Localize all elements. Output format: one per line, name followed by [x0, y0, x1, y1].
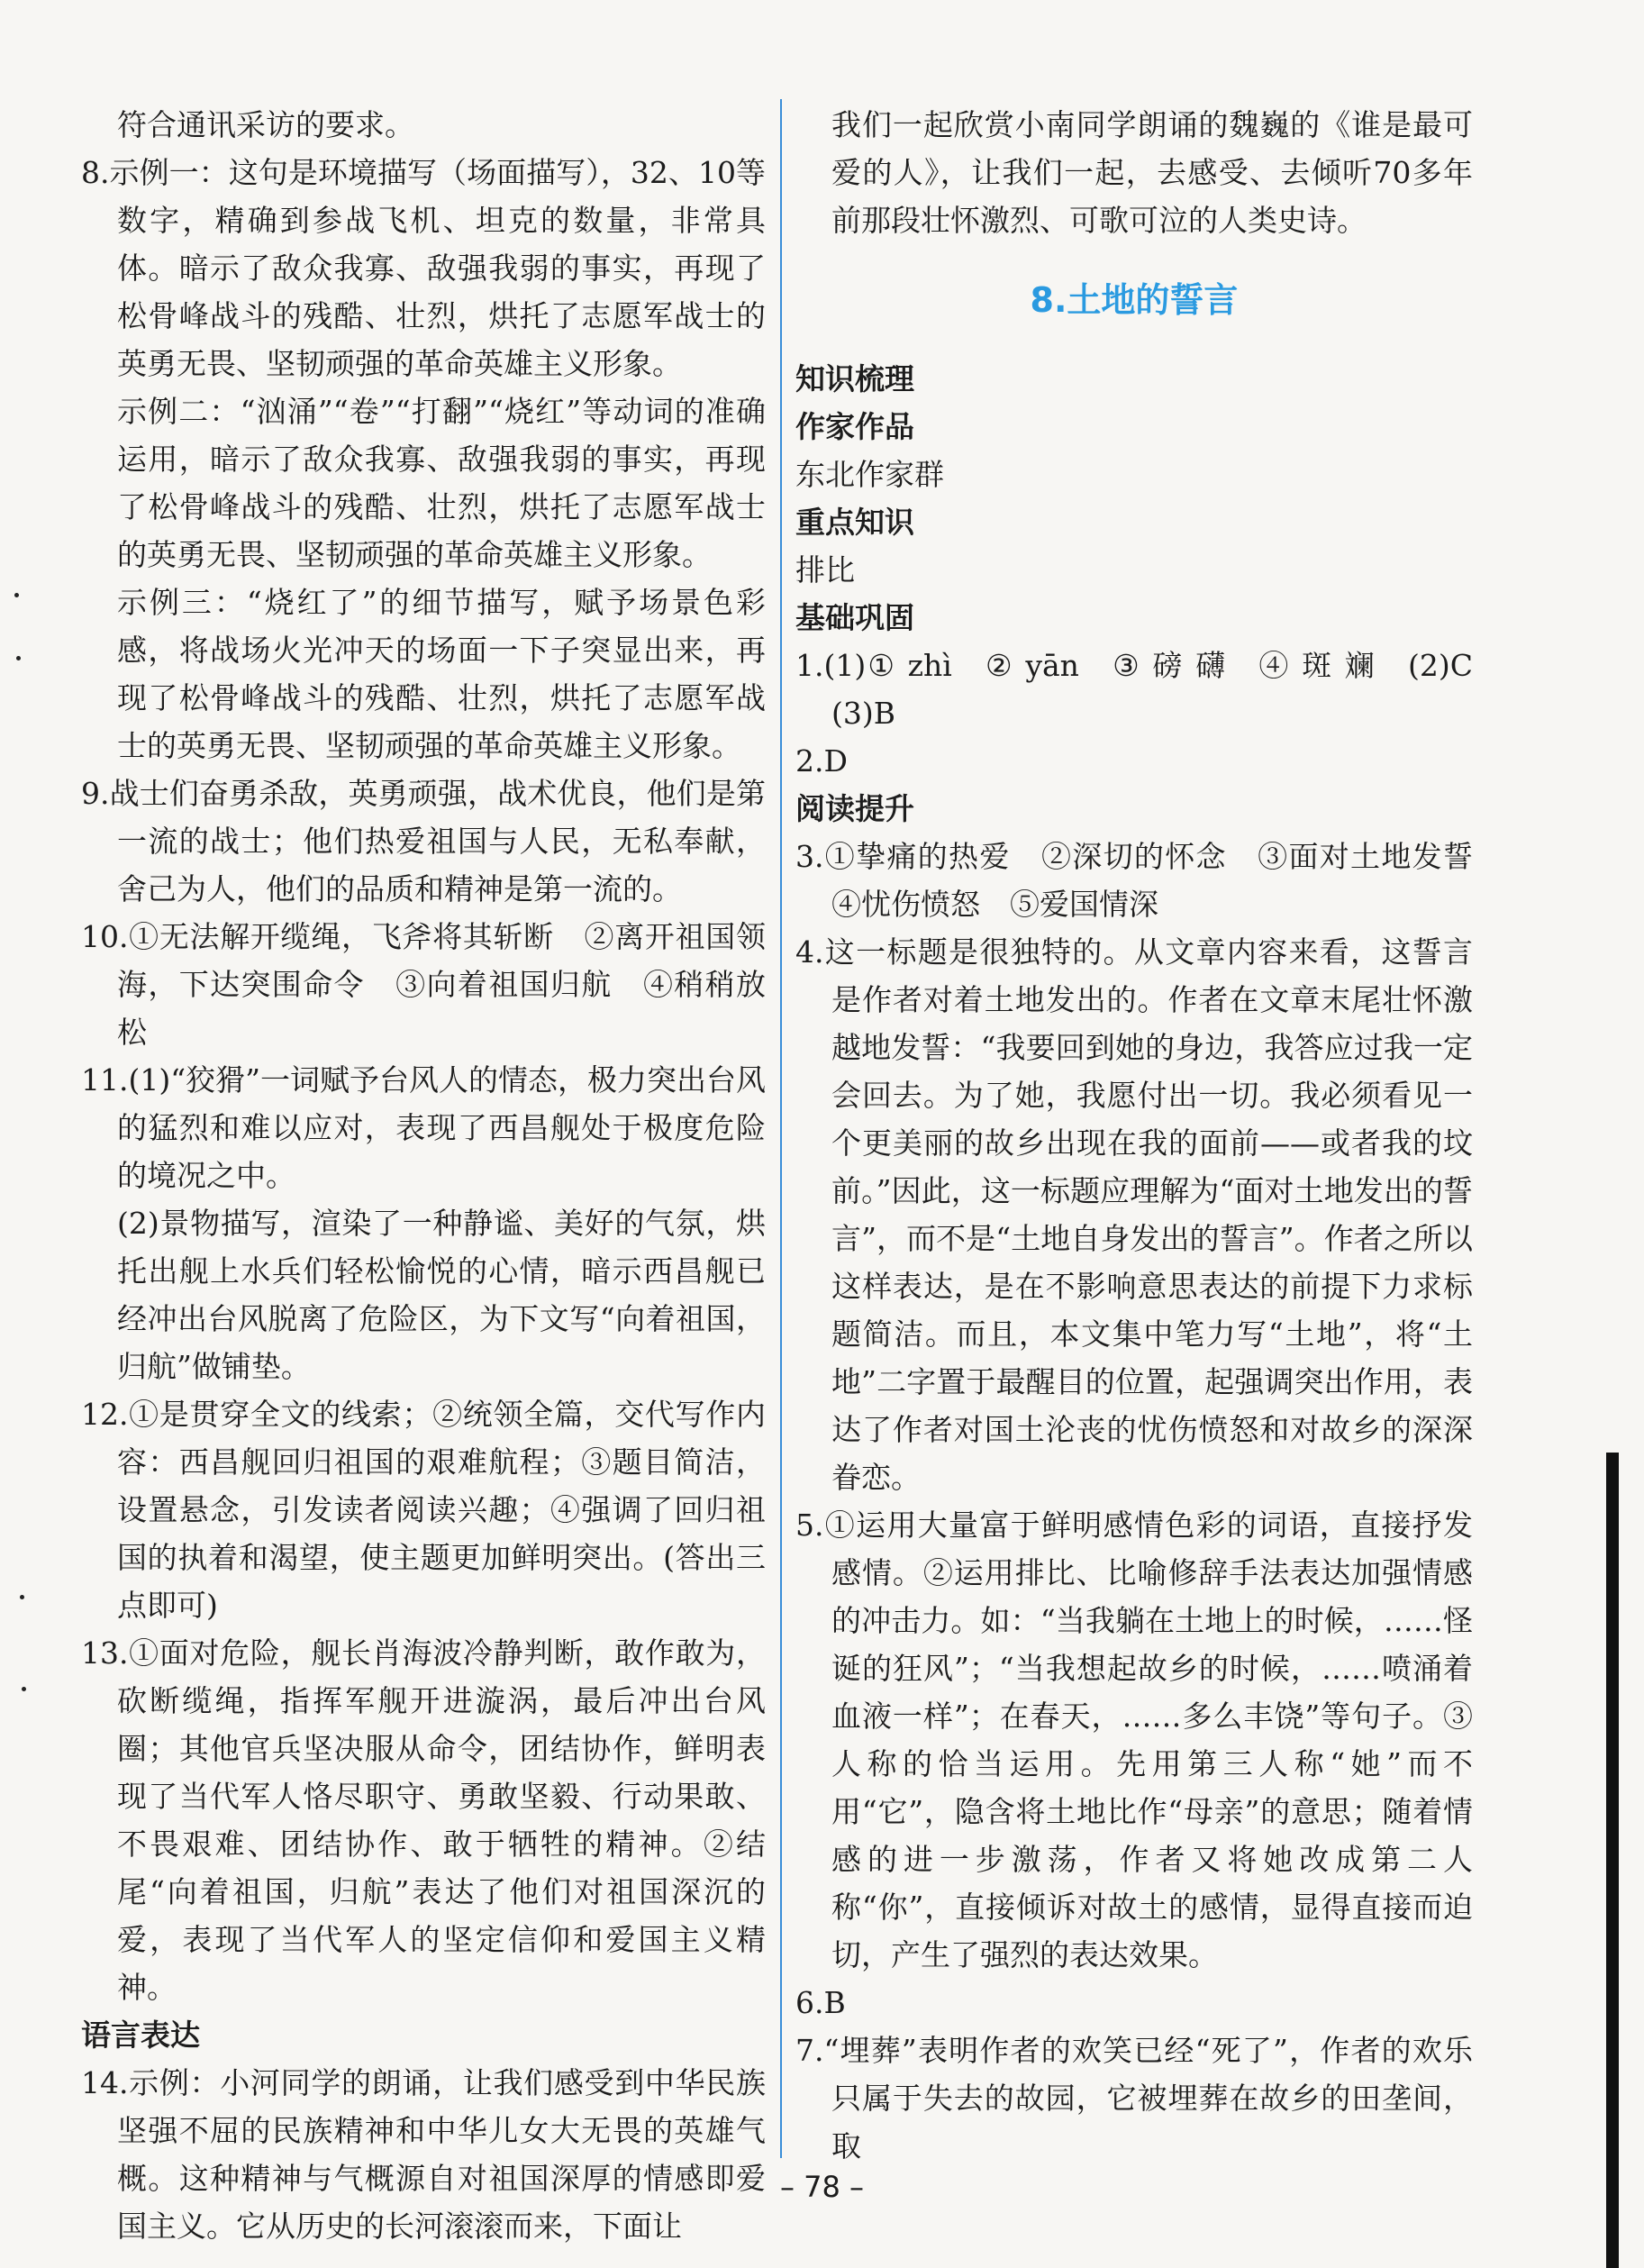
answer-example: 示例三：“烧红了”的细节描写，赋予场景色彩感，将战场火光冲天的场面一下子突显出来，再现了松骨峰战斗的残酷、壮烈，烘托了志愿军战士的英勇无畏、坚韧顽强的革命英雄主义形象。	[117, 585, 766, 763]
answer-item: 13.①面对危险，舰长肖海波冷静判断，敢作敢为，砍断缆绳，指挥军舰开进漩涡，最后冲出台风圈；其他官兵坚决服从命令，团结协作，鲜明表现了当代军人恪尽职守、勇敢坚毅、行动果敢、不畏艰难、团结协作、敢于牺牲的精神。②结尾“向着祖国，归航”表达了他们对祖国深沉的爱，表现了当代军人的坚定信仰和爱国主义精神。	[81, 1635, 766, 2005]
section-heading: 阅读提升	[795, 791, 914, 826]
right-column	[795, 101, 1503, 2170]
answer-text: 2.D	[795, 743, 848, 779]
answer-example: 示例二：“汹涌”“卷”“打翻”“烧红”等动词的准确运用，暗示了敌众我寡、敌强我弱的事实，再现了松骨峰战斗的残酷、壮烈，烘托了志愿军战士的英勇无畏、坚韧顽强的革命英雄主义形象。	[117, 394, 766, 572]
column-divider	[780, 99, 782, 2158]
section-heading: 基础巩固	[795, 600, 914, 635]
section-heading: 知识梳理	[795, 361, 914, 396]
answer-text: 东北作家群	[795, 457, 944, 492]
answer-text: 排比	[795, 552, 855, 587]
scan-speck	[22, 1687, 26, 1691]
section-heading: 作家作品	[795, 409, 914, 444]
section-heading: 语言表达	[81, 2018, 200, 2053]
answer-item: 4.这一标题是很独特的。从文章内容来看，这誓言是作者对着土地发出的。作者在文章末尾壮怀激越地发誓：“我要回到她的身边，我答应过我一定会回去。为了她，我愿付出一切。我必须看见一个更美丽的故乡出现在我的面前——或者我的坟前。”因此，这一标题应理解为“面对土地发出的誓言”，而不是“土地自身发出的誓言”。作者之所以这样表达，是在不影响意思表达的前提下力求标题简洁。而且，本文集中笔力写“土地”，将“土地”二字置于最醒目的位置，起强调突出作用，表达了作者对国土沦丧的忧伤愤怒和对故乡的深深眷恋。	[795, 934, 1473, 1495]
scan-speck	[14, 593, 19, 597]
section-heading: 重点知识	[795, 505, 914, 540]
answer-item: 9.战士们奋勇杀敌，英勇顽强，战术优良，他们是第一流的战士；他们热爱祖国与人民，无私奉献，舍己为人，他们的品质和精神是第一流的。	[81, 776, 766, 906]
answer-item: 5.①运用大量富于鲜明感情色彩的词语，直接抒发感情。②运用排比、比喻修辞手法表达加强情感的冲击力。如：“当我躺在土地上的时候，……怪诞的狂风”；“当我想起故乡的时候，……喷涌着血液一样”；在春天，……多么丰饶”等句子。③人称的恰当运用。先用第三人称“她”而不用“它”，隐含将土地比作“母亲”的意思；随着情感的进一步激荡，作者又将她改成第二人称“你”，直接倾诉对故土的感情，显得直接而迫切，产生了强烈的表达效果。	[795, 1507, 1473, 1972]
answer-item: 12.①是贯穿全文的线索；②统领全篇，交代写作内容：西昌舰回归祖国的艰难航程；③题目简洁，设置悬念，引发读者阅读兴趣；④强调了回归祖国的执着和渴望，使主题更加鲜明突出。(答出三点即可)	[81, 1397, 766, 1623]
scan-speck	[16, 656, 21, 660]
answer-item: 14.示例：小河同学的朗诵，让我们感受到中华民族坚强不屈的民族精神和中华儿女大无畏的英雄气概。这种精神与气概源自对祖国深厚的情感即爱国主义。它从历史的长河滚滚而来，下面让	[81, 2065, 766, 2244]
scan-speck	[20, 1595, 24, 1599]
answer-text: 6.B	[795, 1985, 846, 2020]
lesson-title: 8.土地的誓言	[1030, 280, 1239, 320]
answer-item: 8.示例一：这句是环境描写（场面描写），32、10等数字，精确到参战飞机、坦克的数量，非常具体。暗示了敌众我寡、敌强我弱的事实，再现了松骨峰战斗的残酷、壮烈，烘托了志愿军战士的英勇无畏、坚韧顽强的革命英雄主义形象。	[81, 155, 766, 381]
answer-text: 我们一起欣赏小南同学朗诵的魏巍的《谁是最可爱的人》，让我们一起，去感受、去倾听70多年前那段壮怀激烈、可歌可泣的人类史诗。	[831, 107, 1473, 238]
scan-edge-shadow	[1606, 1453, 1619, 2268]
answer-item: 1.(1)① zhì ② yān ③ 磅 礴 ④ 斑 斓 (2)C (3)B	[795, 648, 1473, 731]
answer-item: 7.“埋葬”表明作者的欢笑已经“死了”，作者的欢乐只属于失去的故园，它被埋葬在故乡的田垄间，取	[795, 2033, 1473, 2163]
answer-item: 3.①挚痛的热爱 ②深切的怀念 ③面对土地发誓 ④忧伤愤怒 ⑤爱国情深	[795, 839, 1503, 922]
answer-item: 11.(1)“狡猾”一词赋予台风人的情态，极力突出台风的猛烈和难以应对，表现了西昌舰处于极度危险的境况之中。	[81, 1062, 766, 1193]
answer-text: 符合通讯采访的要求。	[117, 107, 414, 142]
left-column	[81, 101, 766, 2250]
answer-example: (2)景物描写，渲染了一种静谧、美好的气氛，烘托出舰上水兵们轻松愉悦的心情，暗示西昌舰已经冲出台风脱离了危险区，为下文写“向着祖国，归航”做铺垫。	[117, 1206, 766, 1384]
answer-item: 10.①无法解开缆绳，飞斧将其斩断 ②离开祖国领海，下达突围命令 ③向着祖国归航 ④稍稍放松	[81, 919, 766, 1050]
page-number: – 78 –	[779, 2170, 865, 2204]
